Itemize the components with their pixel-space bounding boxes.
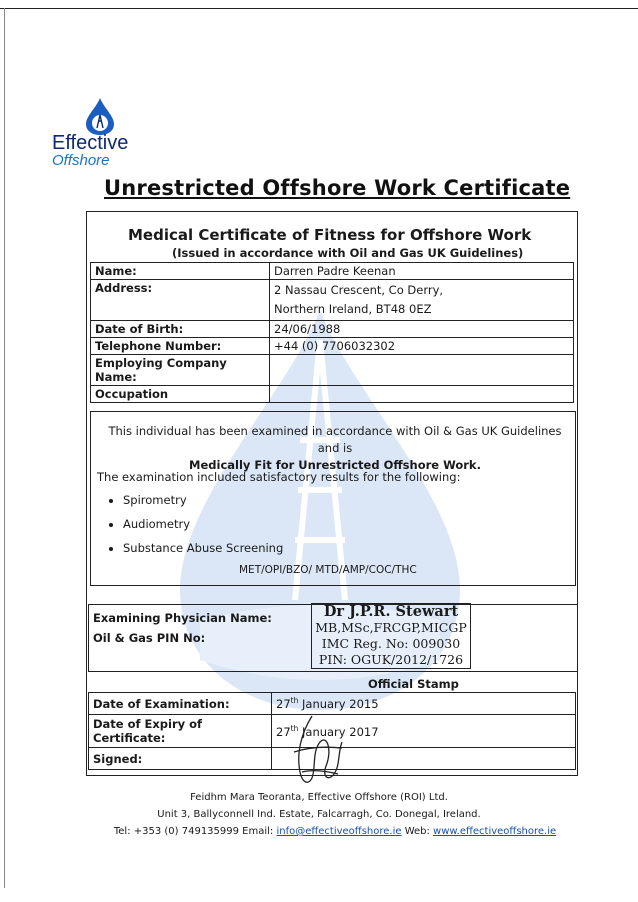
table-row [91, 263, 574, 280]
list-item: • Spirometry [123, 488, 283, 512]
page-title: Unrestricted Offshore Work Certificate [104, 176, 571, 200]
exam-date-month-year: January 2015 [298, 696, 379, 711]
list-item: • Substance Abuse Screening [123, 536, 283, 560]
tests-intro: The examination included satisfactory results for the following: [97, 470, 461, 484]
examination-statement [101, 423, 569, 474]
scan-edge-left [4, 8, 5, 888]
expiry-date-suffix: th [290, 723, 299, 733]
examination-box [90, 411, 576, 586]
stamp-qualifications: MB,MSc,FRCGP,MICGP [315, 620, 467, 635]
name-label: Name: [91, 263, 270, 280]
expiry-date-label: Date of Expiry of Certificate: [89, 715, 272, 748]
expiry-date-month-year: January 2017 [298, 724, 379, 739]
employer-value [270, 355, 574, 386]
logo-text-effective: Effective [52, 132, 129, 154]
address-line-2: Northern Ireland, BT48 0EZ [274, 302, 432, 316]
certificate-subheading: (Issued in accordance with Oil and Gas UK Guidelines) [172, 246, 524, 260]
stamp-imc: IMC Reg. No: 009030 [321, 636, 461, 651]
table-row [91, 321, 574, 338]
company-logo [52, 96, 172, 169]
expiry-date-day: 27 [276, 724, 291, 739]
telephone-value: +44 (0) 7706032302 [270, 338, 574, 355]
drop-logo-icon [80, 96, 120, 136]
list-item: • Audiometry [123, 512, 283, 536]
email-link[interactable]: info@effectiveoffshore.ie [276, 826, 402, 837]
pin-label: Oil & Gas PIN No: [93, 631, 206, 645]
footer-web-label: Web: [401, 826, 434, 837]
footer-address: Unit 3, Ballyconnell Ind. Estate, Falcarragh, Co. Donegal, Ireland. [157, 809, 481, 820]
physician-box [88, 604, 578, 672]
footer-tel: Tel: +353 (0) 749135999 Email: [113, 826, 277, 837]
signed-label: Signed: [89, 748, 272, 770]
stamp-pin: PIN: OGUK/2012/1726 [318, 652, 464, 667]
stamp-name: Dr J.P.R. Stewart [323, 603, 459, 620]
table-row [91, 355, 574, 386]
logo-text-offshore: Offshore [52, 152, 110, 169]
official-stamp-label: Official Stamp [368, 677, 459, 691]
dob-label: Date of Birth: [91, 321, 270, 338]
scan-edge-top [0, 8, 638, 9]
occupation-label: Occupation [91, 386, 270, 403]
drug-codes: MET/OPI/BZO/ MTD/AMP/COC/THC [239, 564, 417, 576]
address-line-1: 2 Nassau Crescent, Co Derry, [274, 283, 444, 297]
fitness-result: Medically Fit for Unrestricted Offshore Work. [189, 458, 481, 472]
examination-intro: This individual has been examined in accordance with Oil & Gas UK Guidelines and is [108, 424, 562, 455]
personal-details-table [90, 262, 574, 403]
exam-date-suffix: th [290, 696, 299, 706]
handwritten-signature [282, 712, 352, 794]
employer-label: Employing Company Name: [91, 355, 270, 386]
dob-value: 24/06/1988 [270, 321, 574, 338]
table-row [91, 338, 574, 355]
footer-company: Feidhm Mara Teoranta, Effective Offshore (ROI) Ltd. [190, 792, 448, 803]
physician-stamp [311, 603, 471, 669]
address-label: Address: [91, 280, 270, 321]
tests-list [97, 488, 283, 560]
occupation-value [270, 386, 574, 403]
table-row [91, 386, 574, 403]
website-link[interactable]: www.effectiveoffshore.ie [433, 826, 557, 837]
table-row [91, 280, 574, 321]
footer [0, 789, 638, 840]
certificate-heading: Medical Certificate of Fitness for Offshore Work [128, 226, 532, 244]
exam-date-label: Date of Examination: [89, 693, 272, 715]
physician-name-label: Examining Physician Name: [93, 611, 272, 625]
telephone-label: Telephone Number: [91, 338, 270, 355]
address-value [270, 280, 574, 321]
footer-contact [0, 823, 638, 840]
exam-date-day: 27 [276, 696, 291, 711]
name-value: Darren Padre Keenan [270, 263, 574, 280]
